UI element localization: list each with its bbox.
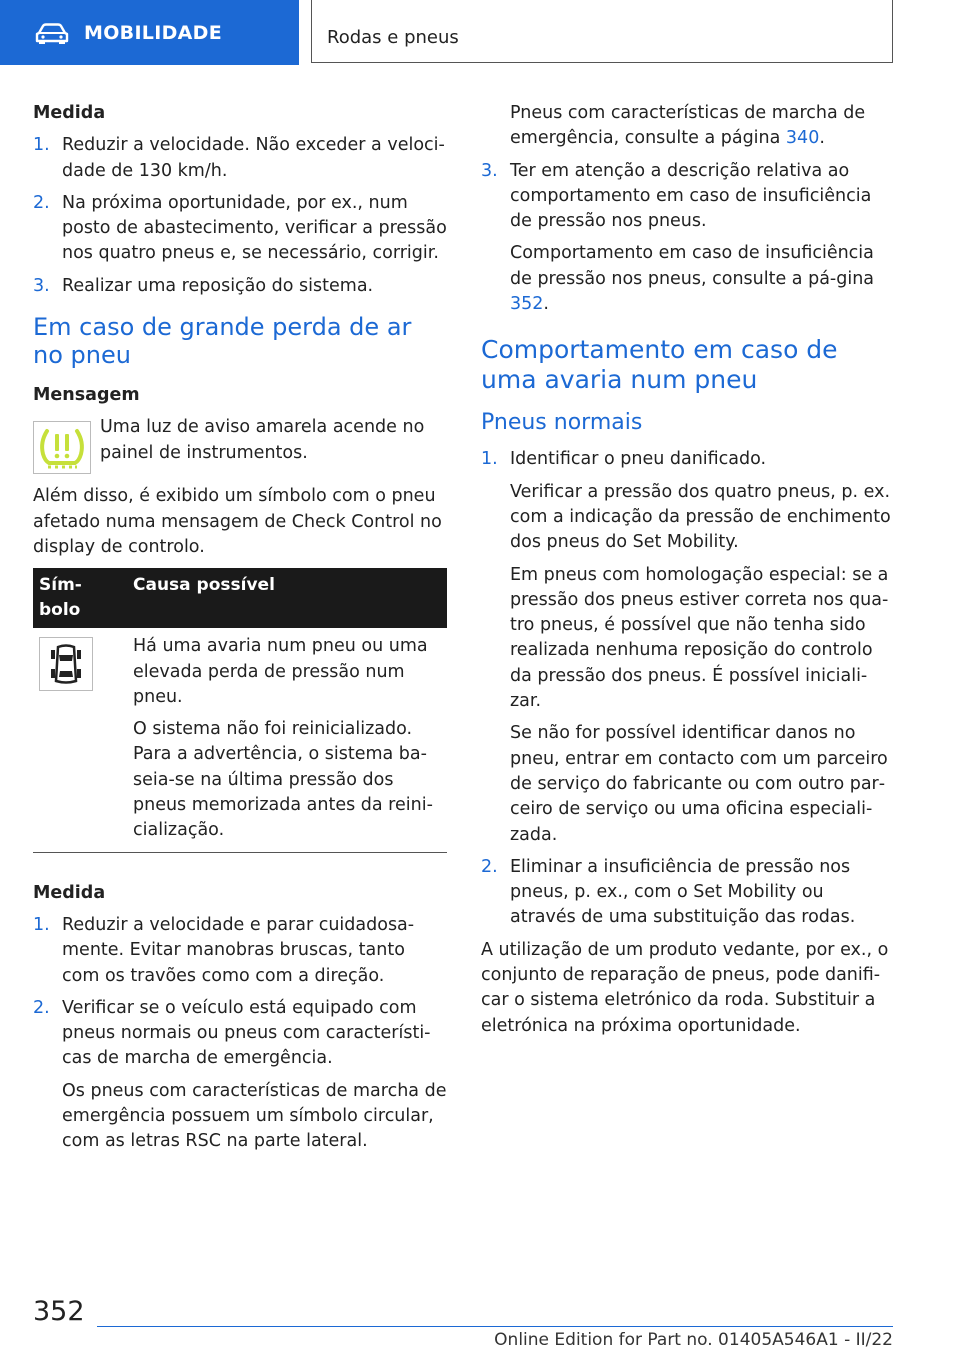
cause-text: O sistema não foi reinicializado. Para a advertência, o sistema ba‐seia-se na última pressão dos pneus memorizada antes da reini‐cialização. [133, 719, 433, 841]
list-item [481, 447, 893, 847]
column-header-cause: Causa possível [127, 568, 447, 628]
step-text: Verificar se o veículo está equipado com pneus normais ou pneus com característi‐cas de marcha de emergência. [62, 997, 431, 1069]
text-span: . [819, 128, 825, 149]
paragraph: A utilização de um produto vedante, por ex., o conjunto de reparação de pneus, pode danifi‐car o sistema eletrónico da roda. Substituir a eletrónica na próxima oportunidade. [481, 939, 889, 1036]
step-text: Verificar a pressão dos quatro pneus, p. ex. com a indicação da pressão de enchimento dos pneus do Set Mobility. [510, 481, 891, 553]
chapter-title: Rodas e pneus [327, 27, 459, 48]
table-header-row [33, 568, 447, 628]
list-item [481, 855, 893, 931]
list-item [33, 133, 447, 184]
section-title: Em caso de grande perda de ar no pneu [33, 313, 412, 370]
page-link[interactable]: 352 [510, 294, 544, 315]
step-number: 2. [33, 192, 50, 213]
step-number: 1. [33, 135, 50, 156]
car-tire-damage-icon [39, 637, 93, 691]
step-number: 3. [481, 160, 498, 181]
step-number: 1. [481, 449, 498, 470]
table-row [33, 628, 447, 852]
chapter-header [311, 0, 893, 63]
section-title: Comportamento em caso de uma avaria num pneu [481, 335, 838, 395]
cause-cell [127, 628, 447, 852]
continued-text [481, 101, 893, 152]
step-number: 2. [33, 997, 50, 1018]
symbol-cell [33, 628, 127, 852]
list-item [33, 913, 447, 989]
step-text: Na próxima oportunidade, por ex., num posto de abastecimento, verificar a pressão nos quatro pneus e, se necessário, corrigir. [62, 192, 447, 264]
message-heading: Mensagem [33, 385, 140, 406]
step-text: Se não for possível identificar danos no pneu, entrar em contacto com um parceiro de serviço do fabricante ou com outro par‐ceiro de serviço ou uma oficina especiali‐zada. [510, 723, 888, 845]
tire-pressure-warning-icon [33, 421, 91, 474]
subsection-title: Pneus normais [481, 410, 643, 436]
footer-divider [97, 1326, 893, 1327]
section-tab[interactable] [0, 0, 299, 65]
step-text: Reduzir a velocidade. Não exceder a veloci‐dade de 130 km/h. [62, 135, 445, 181]
list-item [481, 159, 893, 318]
message-row [33, 415, 447, 474]
step-text: Realizar uma reposição do sistema. [62, 275, 374, 296]
text-span: Comportamento em caso de insuficiência de pressão nos pneus, consulte a pá‐gina [510, 243, 875, 289]
step-number: 2. [481, 856, 498, 877]
car-icon [34, 21, 70, 45]
step-number: 3. [33, 275, 50, 296]
section-label: MOBILIDADE [84, 21, 223, 44]
message-text: Uma luz de aviso amarela acende no painel de instrumentos. [100, 417, 425, 463]
symbol-table [33, 568, 447, 852]
right-column [481, 101, 893, 1046]
list-item [33, 996, 447, 1155]
page-link[interactable]: 340 [785, 128, 820, 149]
measure-heading: Medida [33, 103, 106, 123]
step-text: Os pneus com características de marcha de emergência possuem um símbolo circular, com as letras RSC na parte lateral. [62, 1080, 447, 1152]
cause-text: Há uma avaria num pneu ou uma elevada perda de pressão num pneu. [133, 636, 428, 707]
step-text: Eliminar a insuficiência de pressão nos pneus, p. ex., com o Set Mobility ou através de uma substituição das rodas. [510, 856, 856, 928]
footer-edition: Online Edition for Part no. 01405A546A1 - II/22 [494, 1330, 893, 1350]
step-number: 1. [33, 914, 50, 935]
step-text: Identificar o pneu danificado. [510, 449, 767, 470]
list-item [33, 191, 447, 267]
step-text: Ter em atenção a descrição relativa ao comportamento em caso de insuficiência de pressão nos pneus. [510, 160, 872, 232]
step-text: Reduzir a velocidade e parar cuidadosa‐mente. Evitar manobras bruscas, tanto com os travões como com a direção. [62, 914, 415, 986]
measure-heading: Medida [33, 882, 106, 903]
text-span: . [543, 294, 549, 315]
text-span: Pneus com características de marcha de emergência, consulte a página [510, 103, 866, 149]
page-number: 352 [33, 1296, 85, 1327]
step-text: Em pneus com homologação especial: se a pressão dos pneus estiver correta nos qua‐tro pneus, é possível que não tenha sido realizada nenhuma reposição do controlo da pressão dos pneus. É possível iniciali‐zar. [510, 564, 889, 712]
left-column [33, 101, 447, 1162]
paragraph: Além disso, é exibido um símbolo com o pneu afetado numa mensagem de Check Control no display de controlo. [33, 486, 442, 557]
column-header-symbol: Sím‐bolo [33, 568, 127, 628]
list-item [33, 274, 447, 299]
step-text [510, 241, 893, 317]
